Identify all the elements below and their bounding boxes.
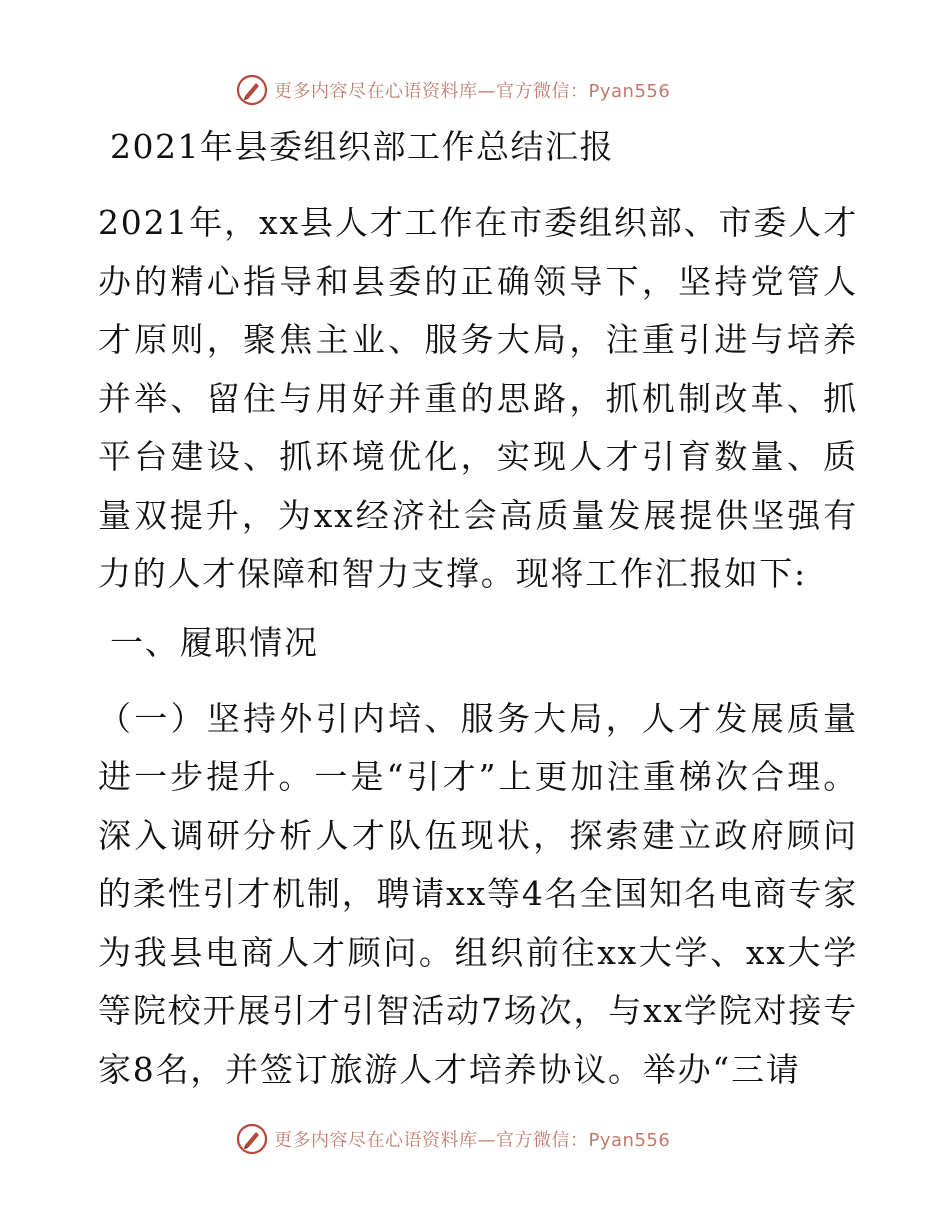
paragraph-section-1: （一）坚持外引内培、服务大局，人才发展质量进一步提升。一是“引才”上更加注重梯次合理。深入调研分析人才队伍现状，探索建立政府顾问的柔性引才机制，聘请xx等4名全国知名电商专家为我县电商人才顾问。组织前往xx大学、xx大学等院校开展引才引智活动7场次，与xx学院对接专家8名，并签订旅游人才培养协议。举办“三请 [98, 698, 858, 1089]
pen-logo-icon [236, 1123, 268, 1155]
watermark-text: 更多内容尽在心语资料库—官方微信：Pyan556 [274, 81, 671, 102]
watermark-text: 更多内容尽在心语资料库—官方微信：Pyan556 [274, 1130, 671, 1151]
document-title: 2021年县委组织部工作总结汇报 [110, 127, 614, 166]
watermark-header [236, 74, 670, 106]
section-heading: 一、履职情况 [110, 622, 319, 662]
watermark-footer [236, 1123, 670, 1155]
pen-logo-icon [236, 74, 268, 106]
paragraph-intro: 2021年，xx县人才工作在市委组织部、市委人才办的精心指导和县委的正确领导下，坚持党管人才原则，聚焦主业、服务大局，注重引进与培养并举、留住与用好并重的思路，抓机制改革、抓平台建设、抓环境优化，实现人才引育数量、质量双提升，为xx经济社会高质量发展提供坚强有力的人才保障和智力支撑。现将工作汇报如下: [98, 203, 858, 593]
document-body [98, 122, 858, 1113]
